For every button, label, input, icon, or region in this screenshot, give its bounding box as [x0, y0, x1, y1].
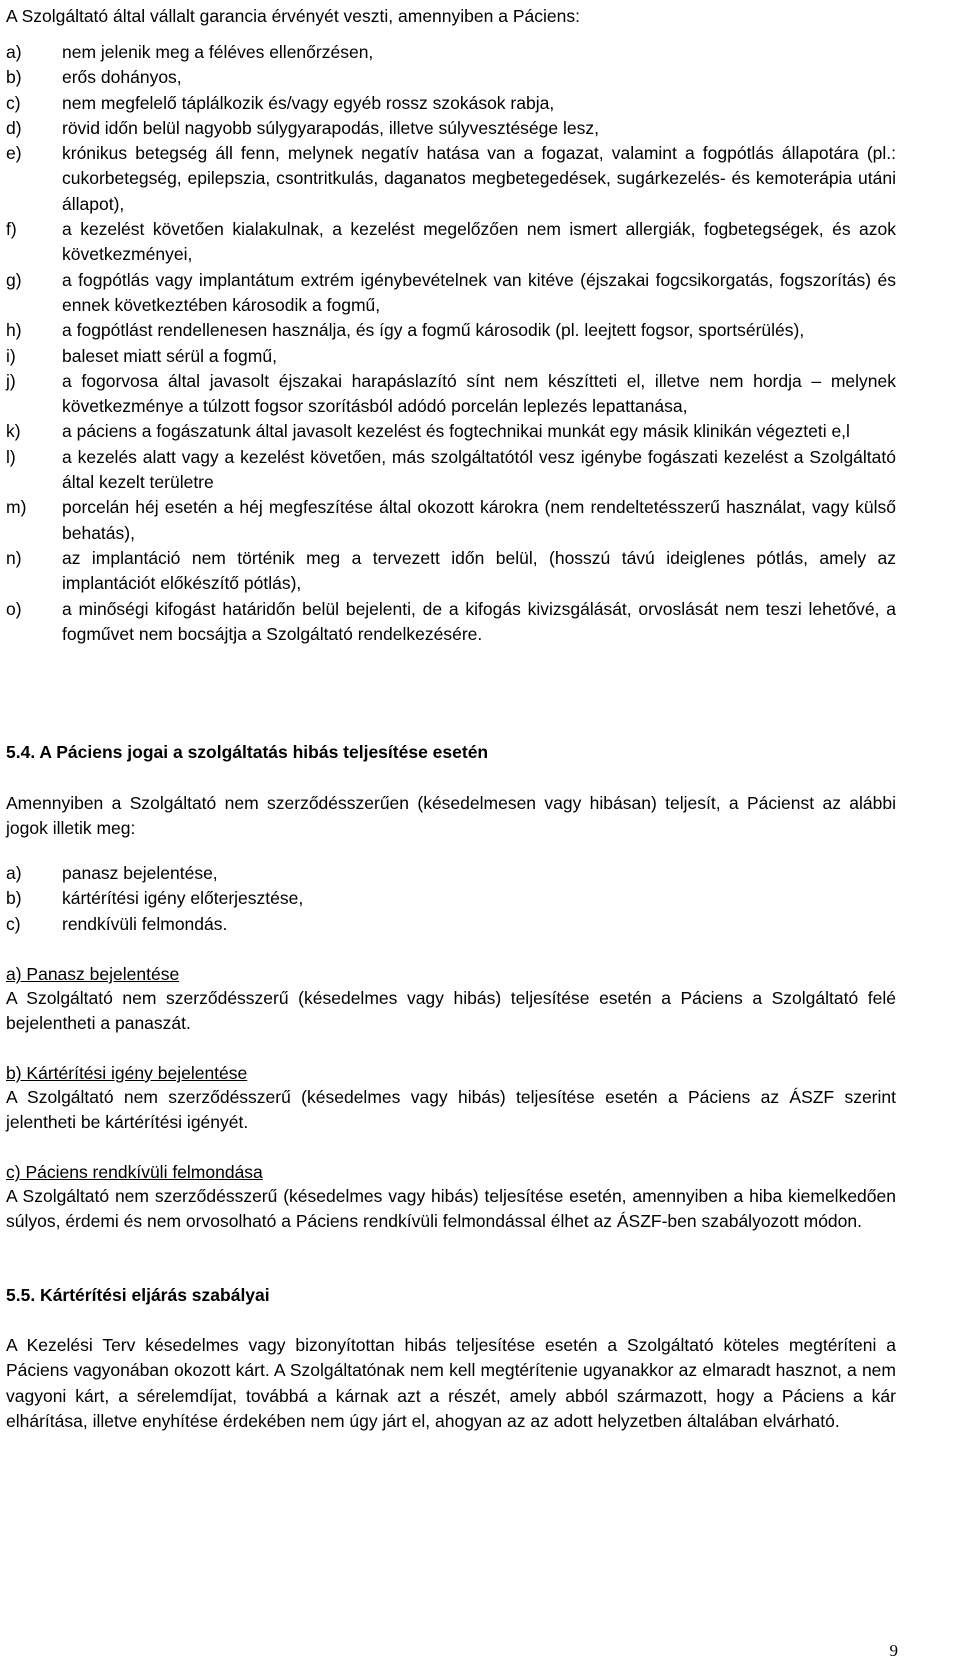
list-item-text: a fogpótlást rendellenesen használja, és így a fogmű károsodik (pl. leejtett fogsor, sportsérülés),: [62, 320, 805, 341]
guarantee-condition-item: [6, 91, 896, 116]
list-item-label: c): [6, 92, 21, 113]
list-item-text: a fogpótlás vagy implantátum extrém igénybevételnek van kitéve (éjszakai fogcsikorgatás, fogszorítás) és ennek következtében károsodik a fogmű,: [62, 269, 896, 315]
list-item-label: c): [6, 913, 21, 934]
list-item-text: a fogorvosa által javasolt éjszakai harapáslazító sínt nem készítteti el, illetve nem hordja – melynek következménye a túlzott fogsor szorításból adódó porcelán leplezés lepattanása,: [62, 370, 896, 417]
list-item-text: a minőségi kifogást határidőn belül bejelenti, de a kifogás kivizsgálását, orvoslását nem teszi lehetővé, a fogművet nem bocsájtja a Szolgáltató rendelkezésére.: [62, 598, 896, 644]
panasz-text: A Szolgáltató nem szerződésszerű (késedelmes vagy hibás) teljesítése esetén a Páciens a Szolgáltató felé bejelentheti a panaszát.: [6, 988, 896, 1034]
list-item-label: h): [6, 320, 22, 341]
guarantee-condition-item: [6, 217, 896, 268]
list-item-label: d): [6, 117, 22, 138]
section-5-4-intro: Amennyiben a Szolgáltató nem szerződésszerűen (késedelmesen vagy hibásan) teljesít, a Pácienst az alábbi jogok illetik meg:: [6, 793, 896, 839]
list-item-text: rendkívüli felmondás.: [62, 913, 228, 934]
right-item: [6, 886, 896, 911]
list-item-label: i): [6, 345, 16, 366]
list-item-text: nem jelenik meg a féléves ellenőrzésen,: [62, 42, 374, 62]
list-item-text: kártérítési igény előterjesztése,: [62, 888, 304, 909]
right-item: [6, 912, 896, 937]
list-item-text: nem megfelelő táplálkozik és/vagy egyéb rossz szokások rabja,: [62, 92, 555, 113]
guarantee-condition-item: [6, 268, 896, 319]
list-item-text: az implantáció nem történik meg a tervezett időn belül, (hosszú távú ideiglenes pótlás, amely az implantációt előkészítő pótlás),: [62, 547, 896, 594]
guarantee-condition-item: [6, 419, 896, 444]
list-item-label: l): [6, 446, 16, 467]
list-item-text: rövid időn belül nagyobb súlygyarapodás, illetve súlyvesztésége lesz,: [62, 117, 599, 138]
list-item-text: a páciens a fogászatunk által javasolt kezelést és fogtechnikai munkát egy másik klinikán végezteti e,l: [62, 421, 850, 442]
list-item-text: krónikus betegség áll fenn, melynek negatív hatása van a fogazat, valamint a fogpótlás állapotára (pl.: cukorbetegség, epilepszia, csontritkulás, daganatos megbetegedések, sugárkezelés- és kemoterápia utáni állapot),: [62, 143, 896, 214]
list-item-label: j): [6, 370, 16, 391]
guarantee-condition-item: [6, 546, 896, 597]
guarantee-condition-item: [6, 344, 896, 369]
guarantee-condition-item: [6, 597, 896, 648]
list-item-label: a): [6, 42, 22, 62]
section-5-4-heading: 5.4. A Páciens jogai a szolgáltatás hibás teljesítése esetén: [6, 742, 489, 762]
list-item-text: erős dohányos,: [62, 67, 182, 88]
list-item-text: a kezelés alatt vagy a kezelést követően, más szolgáltatótól vesz igénybe fogászati kezelést a Szolgáltató által kezelt területre: [62, 446, 896, 493]
list-item-label: b): [6, 67, 22, 88]
list-item-text: panasz bejelentése,: [62, 863, 218, 883]
section-5-5-heading: 5.5. Kártérítési eljárás szabályai: [6, 1285, 270, 1305]
guarantee-intro: A Szolgáltató által vállalt garancia érvényét veszti, amennyiben a Páciens:: [6, 6, 580, 26]
rights-list: [6, 861, 896, 937]
section-5-5-text: A Kezelési Terv késedelmes vagy bizonyítottan hibás teljesítése esetén a Szolgáltató köteles megtéríteni a Páciens vagyonában okozott kárt. A Szolgáltatónak nem kell megtérítenie ugyanakkor az elmaradt hasznot, a nem vagyoni kárt, a sérelemdíjat, továbbá a kárnak azt a részét, amely abból származott, hogy a Páciens a kár elhárítása, illetve enyhítése érdekében nem úgy járt el, ahogyan az az adott helyzetben általában elvárható.: [6, 1335, 896, 1431]
subheading-felmondas: c) Páciens rendkívüli felmondása: [6, 1162, 263, 1182]
karteritesi-text: A Szolgáltató nem szerződésszerű (késedelmes vagy hibás) teljesítése esetén a Páciens az ÁSZF szerint jelentheti be kártérítési igényét.: [6, 1087, 896, 1133]
guarantee-condition-item: [6, 116, 896, 141]
right-item: [6, 861, 896, 886]
felmondas-text: A Szolgáltató nem szerződésszerű (késedelmes vagy hibás) teljesítése esetén, amennyiben a hiba kiemelkedően súlyos, érdemi és nem orvosolható a Páciens rendkívüli felmondással élhet az ÁSZF-ben szabályozott módon.: [6, 1186, 896, 1232]
list-item-text: a kezelést követően kialakulnak, a kezelést megelőzően nem ismert allergiák, fogbetegségek, és azok következményei,: [62, 219, 896, 265]
guarantee-condition-item: [6, 40, 896, 65]
guarantee-condition-item: [6, 369, 896, 420]
guarantee-condition-item: [6, 141, 896, 217]
list-item-label: m): [6, 497, 27, 518]
list-item-label: k): [6, 421, 21, 442]
guarantee-condition-item: [6, 445, 896, 496]
subheading-karteritesi: b) Kártérítési igény bejelentése: [6, 1063, 248, 1083]
list-item-label: a): [6, 863, 22, 883]
list-item-label: b): [6, 888, 22, 909]
list-item-label: f): [6, 219, 17, 240]
subheading-panasz: a) Panasz bejelentése: [6, 964, 180, 984]
guarantee-conditions-list: [6, 40, 896, 647]
list-item-label: e): [6, 143, 22, 164]
guarantee-condition-item: [6, 65, 896, 90]
guarantee-condition-item: [6, 318, 896, 343]
list-item-label: g): [6, 269, 22, 290]
guarantee-condition-item: [6, 495, 896, 546]
list-item-text: porcelán héj esetén a héj megfeszítése által okozott károkra (nem rendeltetésszerű használat, vagy külső behatás),: [62, 497, 896, 543]
list-item-label: n): [6, 547, 22, 568]
page-number: 9: [889, 1641, 898, 1660]
list-item-label: o): [6, 598, 22, 619]
list-item-text: baleset miatt sérül a fogmű,: [62, 345, 277, 366]
